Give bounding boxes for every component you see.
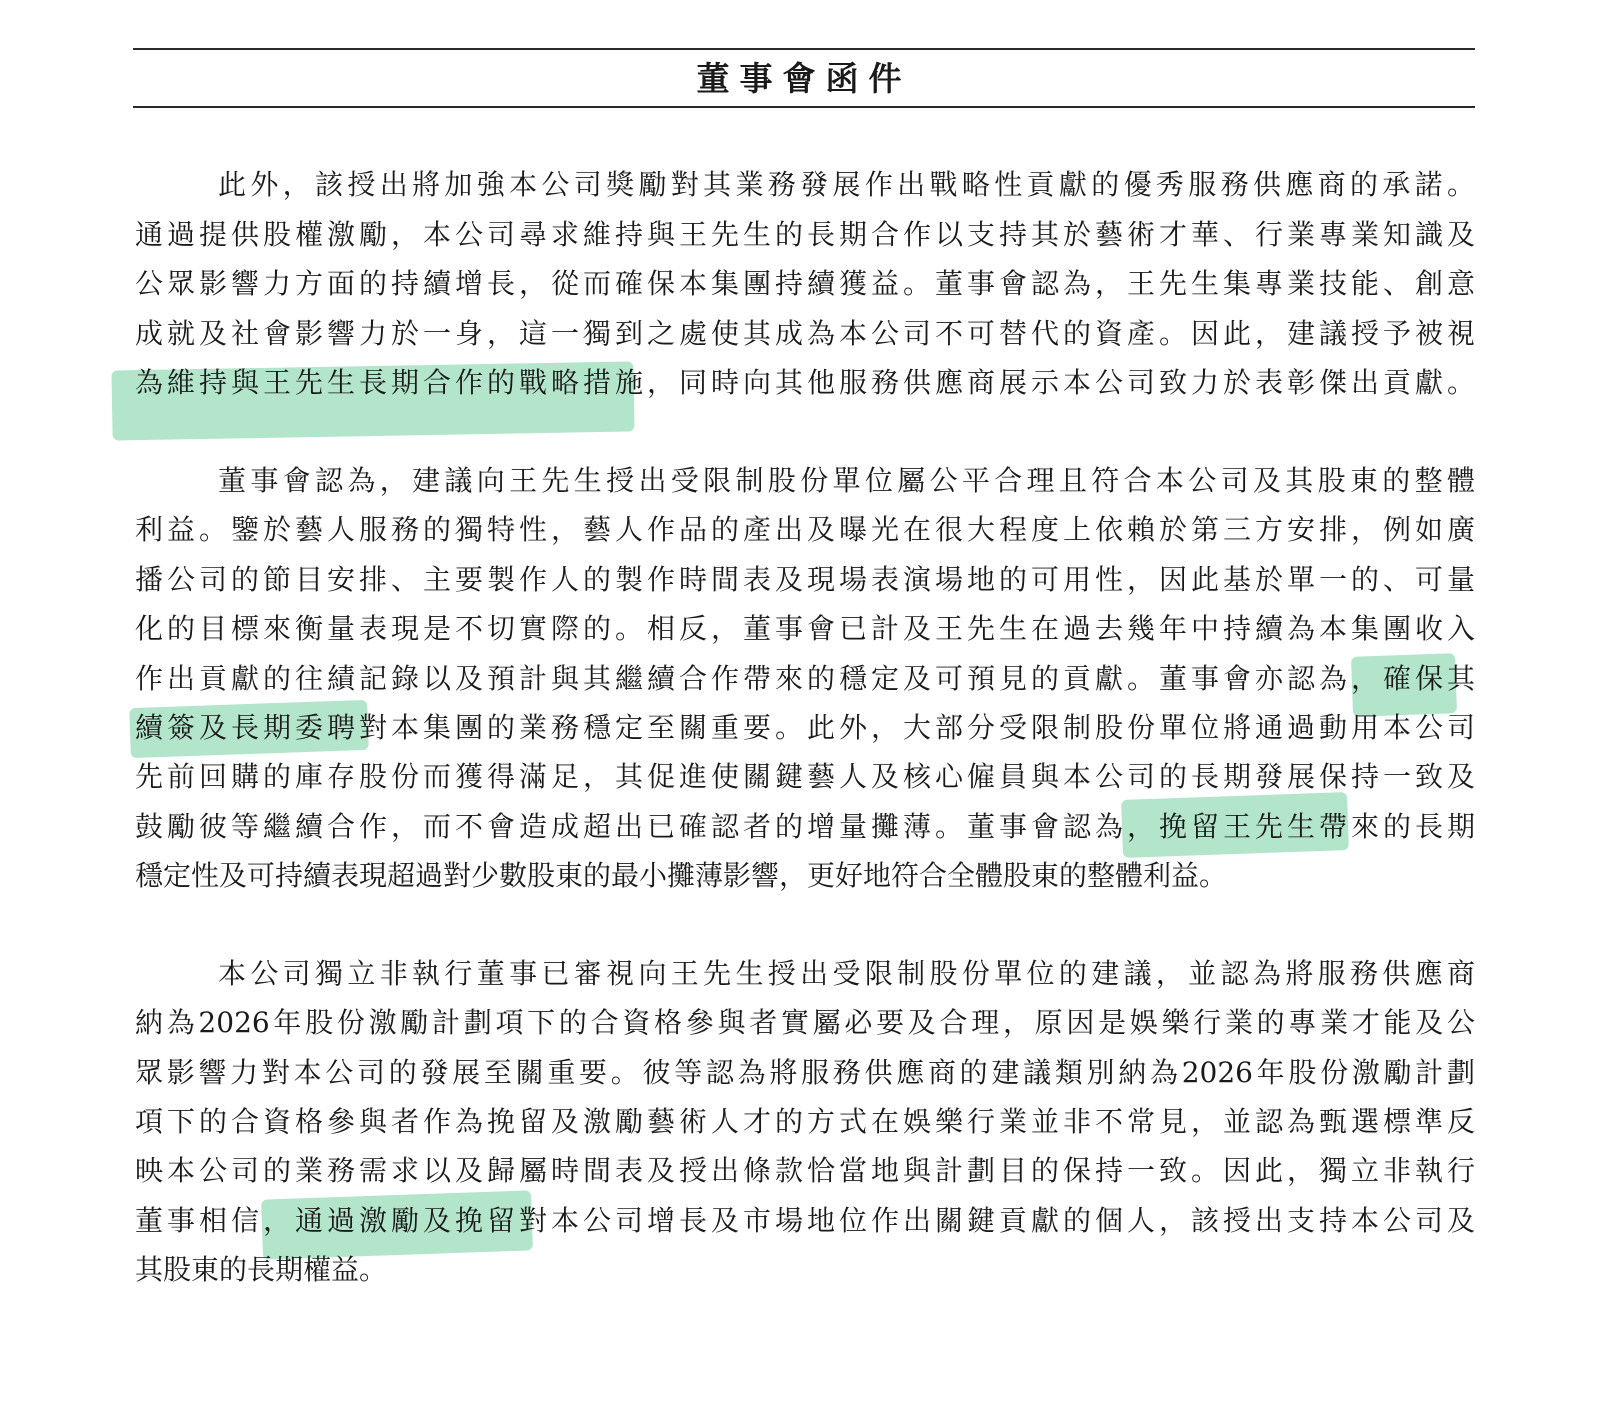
text-line: 本公司獨立非執行董事已審視向王先生授出受限制股份單位的建議，並認為將服務供應商 — [218, 957, 1475, 990]
text-line: 通過提供股權激勵，本公司尋求維持與王先生的長期合作以支持其於藝術才華、行業專業知識及 — [135, 218, 1475, 251]
header-top-rule — [133, 48, 1475, 50]
text-line: 董事會認為，建議向王先生授出受限制股份單位屬公平合理且符合本公司及其股東的整體 — [218, 464, 1475, 497]
text-line: 其股東的長期權益。 — [135, 1253, 388, 1286]
text-line: 董事相信，通過激勵及挽留對本公司增長及市場地位作出關鍵貢獻的個人，該授出支持本公司及 — [135, 1204, 1475, 1237]
page-title: 董事會函件 — [696, 59, 912, 98]
text-line: 播公司的節目安排、主要製作人的製作時間表及現場表演場地的可用性，因此基於單一的、可量 — [135, 563, 1475, 596]
text-line: 映本公司的業務需求以及歸屬時間表及授出條款恰當地與計劃目的保持一致。因此，獨立非執行 — [135, 1154, 1475, 1187]
header-bottom-rule — [133, 106, 1475, 108]
text-line: 化的目標來衡量表現是不切實際的。相反，董事會已計及王先生在過去幾年中持續為本集團收入 — [135, 612, 1475, 645]
text-line: 為維持與王先生長期合作的戰略措施，同時向其他服務供應商展示本公司致力於表彰傑出貢獻。 — [135, 366, 1475, 399]
text-line: 利益。鑒於藝人服務的獨特性，藝人作品的產出及曝光在很大程度上依賴於第三方安排，例如廣 — [135, 513, 1475, 546]
text-line: 眾影響力對本公司的發展至關重要。彼等認為將服務供應商的建議類別納為2026年股份激勵計劃 — [135, 1056, 1475, 1089]
text-line: 先前回購的庫存股份而獲得滿足，其促進使關鍵藝人及核心僱員與本公司的長期發展保持一致及 — [135, 760, 1475, 793]
text-line: 納為2026年股份激勵計劃項下的合資格參與者實屬必要及合理，原因是娛樂行業的專業才能及公 — [135, 1006, 1475, 1039]
text-line: 鼓勵彼等繼續合作，而不會造成超出已確認者的增量攤薄。董事會認為，挽留王先生帶來的長期 — [135, 810, 1475, 843]
text-line: 穩定性及可持續表現超過對少數股東的最小攤薄影響，更好地符合全體股東的整體利益。 — [135, 859, 1228, 892]
text-line: 成就及社會影響力於一身，這一獨到之處使其成為本公司不可替代的資產。因此，建議授予被視 — [135, 317, 1475, 350]
text-line: 續簽及長期委聘對本集團的業務穩定至關重要。此外，大部分受限制股份單位將通過動用本公司 — [135, 711, 1475, 744]
text-line: 公眾影響力方面的持續增長，從而確保本集團持續獲益。董事會認為，王先生集專業技能、創意 — [135, 267, 1475, 300]
text-line: 項下的合資格參與者作為挽留及激勵藝術人才的方式在娛樂行業並非不常見，並認為甄選標準反 — [135, 1105, 1475, 1138]
text-line: 作出貢獻的往績記錄以及預計與其繼續合作帶來的穩定及可預見的貢獻。董事會亦認為，確保其 — [135, 662, 1475, 695]
text-line: 此外，該授出將加強本公司獎勵對其業務發展作出戰略性貢獻的優秀服務供應商的承諾。 — [218, 168, 1475, 201]
